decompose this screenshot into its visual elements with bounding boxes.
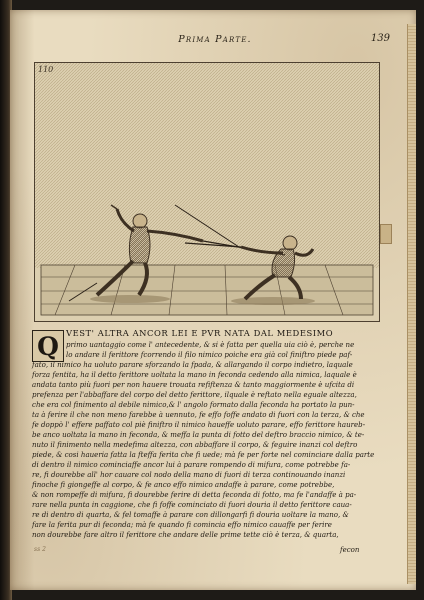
drop-capital-letter: Q bbox=[37, 332, 59, 361]
body-line: re, fi dourebbe all' hor cauare col nodo della mano di fuori di terza continouando inanzi bbox=[32, 470, 346, 479]
body-line: piede, & cosi haueria fatta la fteffa ferita che fi uede; mà fe per forte nel cominciare dalla parte bbox=[32, 450, 375, 459]
running-head: Prima Parte. bbox=[178, 34, 252, 45]
body-line: lo andare il ferittore fcorrendo il filo nimico poiche era già col finiftro piede paf- bbox=[66, 350, 353, 359]
tiled-floor bbox=[41, 265, 373, 315]
body-line: finoche fi giongeffe al corpo, & fe anco effo nimico andaffe à parare, come potrebbe, bbox=[32, 480, 335, 489]
body-line: andata tanto più fuori per non hauere trouata refiftenza & tanto maggiormente è ufcita di bbox=[32, 380, 355, 389]
signature-mark: ss 2 bbox=[34, 546, 46, 553]
body-line: di dentro il nimico cominciaffe ancor lui à parare rompendo di mifura, come potrebbe fa- bbox=[32, 460, 351, 469]
body-line: forza fentita, ha il detto ferittore uoltata la mano in feconda cedendo alla nimica, laquale è bbox=[32, 370, 357, 379]
page-edge bbox=[407, 24, 416, 584]
book-page bbox=[10, 10, 416, 590]
body-line: prefenza per l'abbaffare del corpo del detto ferittore, ilquale è reftato nella eguale altezza, bbox=[32, 390, 357, 399]
body-line: fato, il nimico ha uoluto parare sforzando la fpada, & allargando il corpo indietro, laquale bbox=[32, 360, 353, 369]
body-line: primo uantaggio come l' antecedente, & si è fatta per quella uia ciò è, perche ne bbox=[66, 340, 355, 349]
body-line: che era col finimento al debile nimico,& l' angolo formato dalla feconda ha portato la pun- bbox=[32, 400, 355, 409]
body-line: fare la ferita pur di feconda; mà fe quando fi comincia effo nimico cauaffe per ferire bbox=[32, 520, 332, 529]
sky-hatching bbox=[35, 63, 379, 268]
first-line-caps: VEST' ALTRA ANCOR LEI E PVR NATA DAL MEDESIMO bbox=[66, 328, 334, 338]
plate-number: 110 bbox=[38, 65, 54, 74]
body-line: & non rompeffe di mifura, fi dourebbe ferire di detta feconda di fotto, ma fe l'andaffe à pa- bbox=[32, 490, 357, 499]
body-line: nuto il finimento nella medefima altezza, con abbaffare il corpo, & feguire inanzi col deftro bbox=[32, 440, 358, 449]
body-line: rare nella punta in caggione, che fi foffe cominciato di fuori douria il detto ferittore caua- bbox=[32, 500, 352, 509]
engraving-plate bbox=[34, 62, 380, 322]
body-line: re di dentro di quarta, & fel tomaffe à parare con dillongarfi fi douria uoltare la mano, & bbox=[32, 510, 349, 519]
page-number: 139 bbox=[370, 33, 390, 44]
page-tab-marker bbox=[380, 224, 392, 244]
left-shadow bbox=[90, 295, 170, 303]
body-line: be anco uoltata la mano in feconda, & meffa la punta di fotto del deftro braccio nimico, & te- bbox=[32, 430, 365, 439]
page-header bbox=[10, 34, 408, 48]
body-line: fe doppò l' effere paffato col piè finiftro il nimico haueffe uoluto parare, effo ferittore haureb- bbox=[32, 420, 366, 429]
body-line: non dourebbe fare altro il ferittore che andare delle prime tette ciò è terza, & quarta, bbox=[32, 530, 339, 539]
body-line: ta à ferire il che non meno farebbe à uennuto, fe effo foffe andato di fuori con la terza, & che bbox=[32, 410, 365, 419]
catchword: fecon bbox=[340, 546, 360, 554]
fencing-engraving bbox=[35, 63, 379, 321]
drop-capital bbox=[32, 330, 64, 362]
